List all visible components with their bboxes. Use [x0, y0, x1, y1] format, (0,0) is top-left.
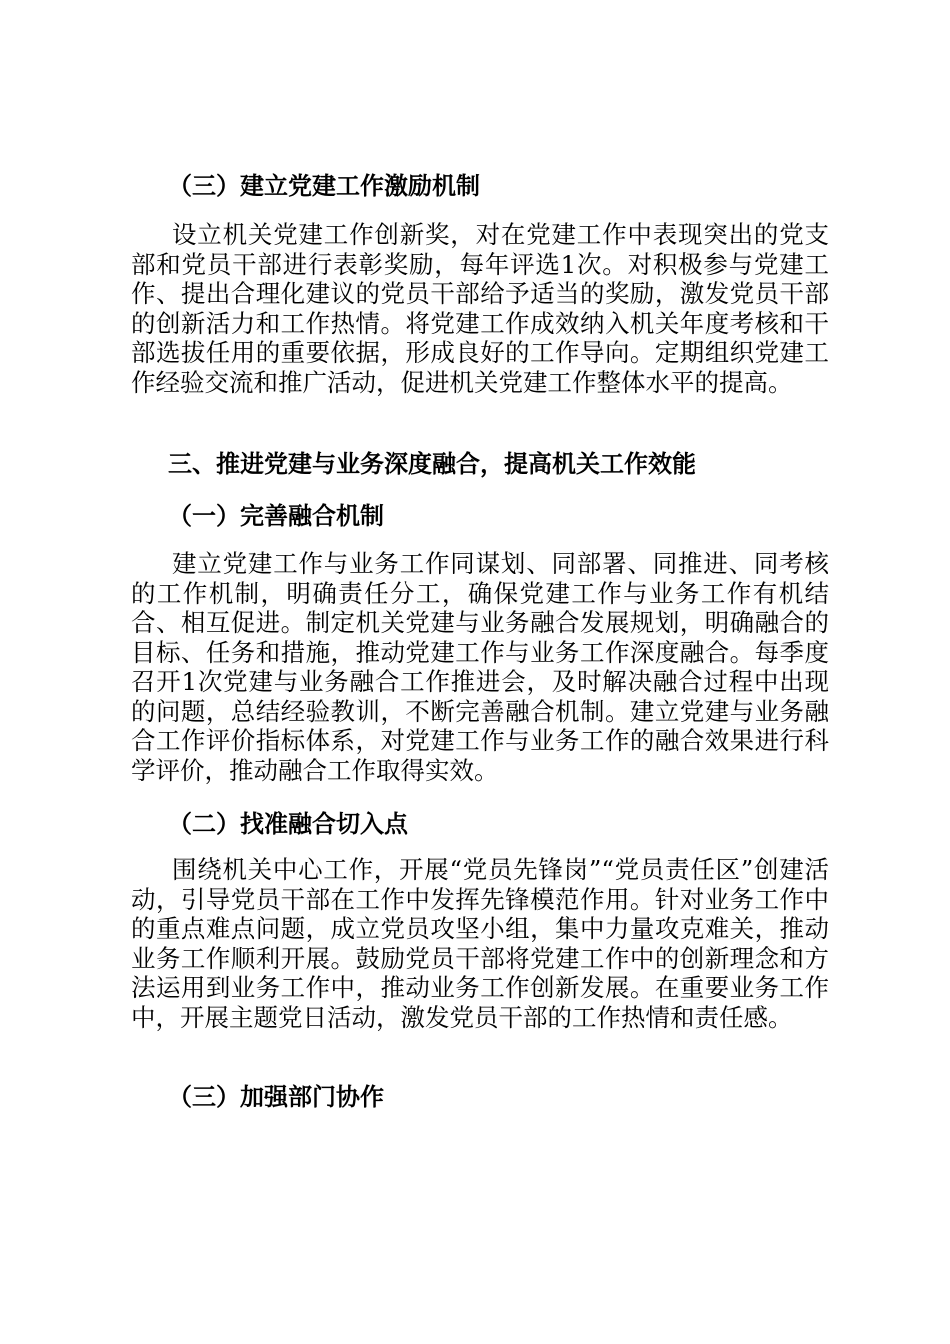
paragraph-entry-point: 围绕机关中心工作，开展“党员先锋岗”“党员责任区”创建活动，引导党员干部在工作中发挥先锋模范作用。针对业务工作中的重点难点问题，成立党员攻坚小组，集中力量攻克难关，推动业务工作顺利开展。鼓励党员干部将党建工作中的创新理念和方法运用到业务工作中，推动业务工作创新发展。在重要业务工作中，开展主题党日活动，激发党员干部的工作热情和责任感。	[131, 855, 829, 1032]
paragraph-incentive-mechanism: 设立机关党建工作创新奖，对在党建工作中表现突出的党支部和党员干部进行表彰奖励，每年评选1次。对积极参与党建工作、提出合理化建议的党员干部给予适当的奖励，激发党员干部的创新活力和工作热情。将党建工作成效纳入机关年度考核和干部选拔任用的重要依据，形成良好的工作导向。定期组织党建工作经验交流和推广活动，促进机关党建工作整体水平的提高。	[131, 220, 829, 397]
subsection-heading-integration-mechanism: （一）完善融合机制	[168, 502, 384, 530]
subsection-heading-incentive-mechanism: （三）建立党建工作激励机制	[168, 172, 480, 200]
section-three-title: 三、推进党建与业务深度融合，提高机关工作效能	[168, 450, 696, 478]
subsection-heading-entry-point: （二）找准融合切入点	[168, 810, 408, 838]
subsection-heading-department-cooperation: （三）加强部门协作	[168, 1083, 384, 1111]
paragraph-integration-mechanism: 建立党建工作与业务工作同谋划、同部署、同推进、同考核的工作机制，明确责任分工，确保党建工作与业务工作有机结合、相互促进。制定机关党建与业务融合发展规划，明确融合的目标、任务和措施，推动党建工作与业务工作深度融合。每季度召开1次党建与业务融合工作推进会，及时解决融合过程中出现的问题，总结经验教训，不断完善融合机制。建立党建与业务融合工作评价指标体系，对党建工作与业务工作的融合效果进行科学评价，推动融合工作取得实效。	[131, 549, 829, 785]
